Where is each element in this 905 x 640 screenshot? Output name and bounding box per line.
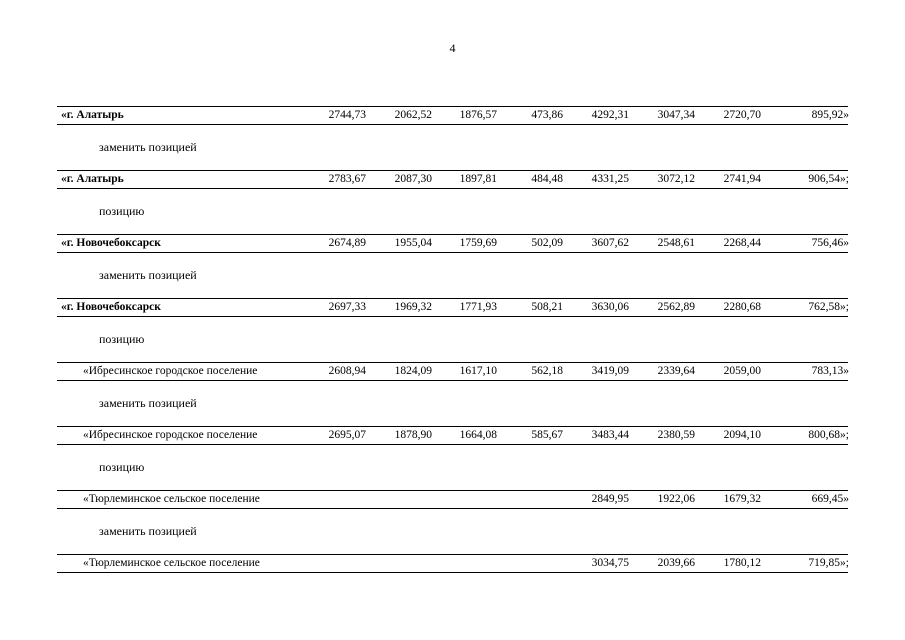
row-label: «г. Алатырь — [61, 109, 124, 121]
table-row — [57, 554, 848, 573]
cell-value: 2380,59 — [657, 429, 695, 441]
cell-value: 1664,08 — [459, 429, 497, 441]
cell-value: 2094,10 — [723, 429, 761, 441]
row-label: «Тюрлеминское сельское поселение — [83, 493, 260, 505]
cell-value: 2548,61 — [657, 237, 695, 249]
cell-value: 2039,66 — [657, 557, 695, 569]
cell-value: 2062,52 — [394, 109, 432, 121]
cell-value: 2280,68 — [723, 301, 761, 313]
table-row — [57, 234, 848, 253]
cell-value: 756,46» — [811, 237, 849, 249]
cell-value: 3630,06 — [591, 301, 629, 313]
cell-value: 1955,04 — [394, 237, 432, 249]
cell-value: 3419,09 — [591, 365, 629, 377]
row-label: «Ибресинское городское поселение — [83, 429, 258, 441]
table-row — [57, 362, 848, 381]
cell-value: 2608,94 — [328, 365, 366, 377]
cell-value: 895,92» — [811, 109, 849, 121]
cell-value: 1876,57 — [459, 109, 497, 121]
cell-value: 2268,44 — [723, 237, 761, 249]
cell-value: 2087,30 — [394, 173, 432, 185]
row-label: «г. Алатырь — [61, 173, 124, 185]
cell-value: 3607,62 — [591, 237, 629, 249]
instruction-text: заменить позицией — [99, 396, 197, 410]
cell-value: 2339,64 — [657, 365, 695, 377]
cell-value: 906,54»; — [808, 173, 849, 185]
cell-value: 1824,09 — [394, 365, 432, 377]
cell-value: 4292,31 — [591, 109, 629, 121]
cell-value: 473,86 — [531, 109, 563, 121]
cell-value: 2741,94 — [723, 173, 761, 185]
cell-value: 2697,33 — [328, 301, 366, 313]
cell-value: 585,67 — [531, 429, 563, 441]
instruction-text: позицию — [99, 204, 145, 218]
cell-value: 2783,67 — [328, 173, 366, 185]
table-row — [57, 106, 848, 125]
cell-value: 502,09 — [531, 237, 563, 249]
instruction-text: позицию — [99, 460, 145, 474]
cell-value: 1897,81 — [459, 173, 497, 185]
cell-value: 3483,44 — [591, 429, 629, 441]
cell-value: 562,18 — [531, 365, 563, 377]
row-label: «г. Новочебоксарск — [61, 301, 161, 313]
cell-value: 3072,12 — [657, 173, 695, 185]
cell-value: 1771,93 — [459, 301, 497, 313]
cell-value: 2744,73 — [328, 109, 366, 121]
cell-value: 2695,07 — [328, 429, 366, 441]
instruction-text: заменить позицией — [99, 140, 197, 154]
cell-value: 669,45» — [811, 493, 849, 505]
instruction-text: позицию — [99, 332, 145, 346]
cell-value: 3047,34 — [657, 109, 695, 121]
cell-value: 1780,12 — [723, 557, 761, 569]
table-row — [57, 298, 848, 317]
cell-value: 2059,00 — [723, 365, 761, 377]
table-row — [57, 170, 848, 189]
cell-value: 1922,06 — [657, 493, 695, 505]
cell-value: 2674,89 — [328, 237, 366, 249]
cell-value: 1617,10 — [459, 365, 497, 377]
instruction-text: заменить позицией — [99, 524, 197, 538]
cell-value: 1878,90 — [394, 429, 432, 441]
cell-value: 484,48 — [531, 173, 563, 185]
cell-value: 4331,25 — [591, 173, 629, 185]
cell-value: 762,58»; — [808, 301, 849, 313]
row-label: «Тюрлеминское сельское поселение — [83, 557, 260, 569]
cell-value: 719,85»; — [808, 557, 849, 569]
cell-value: 1969,32 — [394, 301, 432, 313]
table-row — [57, 426, 848, 445]
cell-value: 508,21 — [531, 301, 563, 313]
instruction-text: заменить позицией — [99, 268, 197, 282]
table-row — [57, 490, 848, 509]
cell-value: 3034,75 — [591, 557, 629, 569]
row-label: «Ибресинское городское поселение — [83, 365, 258, 377]
cell-value: 783,13» — [811, 365, 849, 377]
cell-value: 1679,32 — [723, 493, 761, 505]
cell-value: 800,68»; — [808, 429, 849, 441]
cell-value: 1759,69 — [459, 237, 497, 249]
cell-value: 2720,70 — [723, 109, 761, 121]
page-number: 4 — [449, 41, 456, 55]
cell-value: 2849,95 — [591, 493, 629, 505]
row-label: «г. Новочебоксарск — [61, 237, 161, 249]
cell-value: 2562,89 — [657, 301, 695, 313]
